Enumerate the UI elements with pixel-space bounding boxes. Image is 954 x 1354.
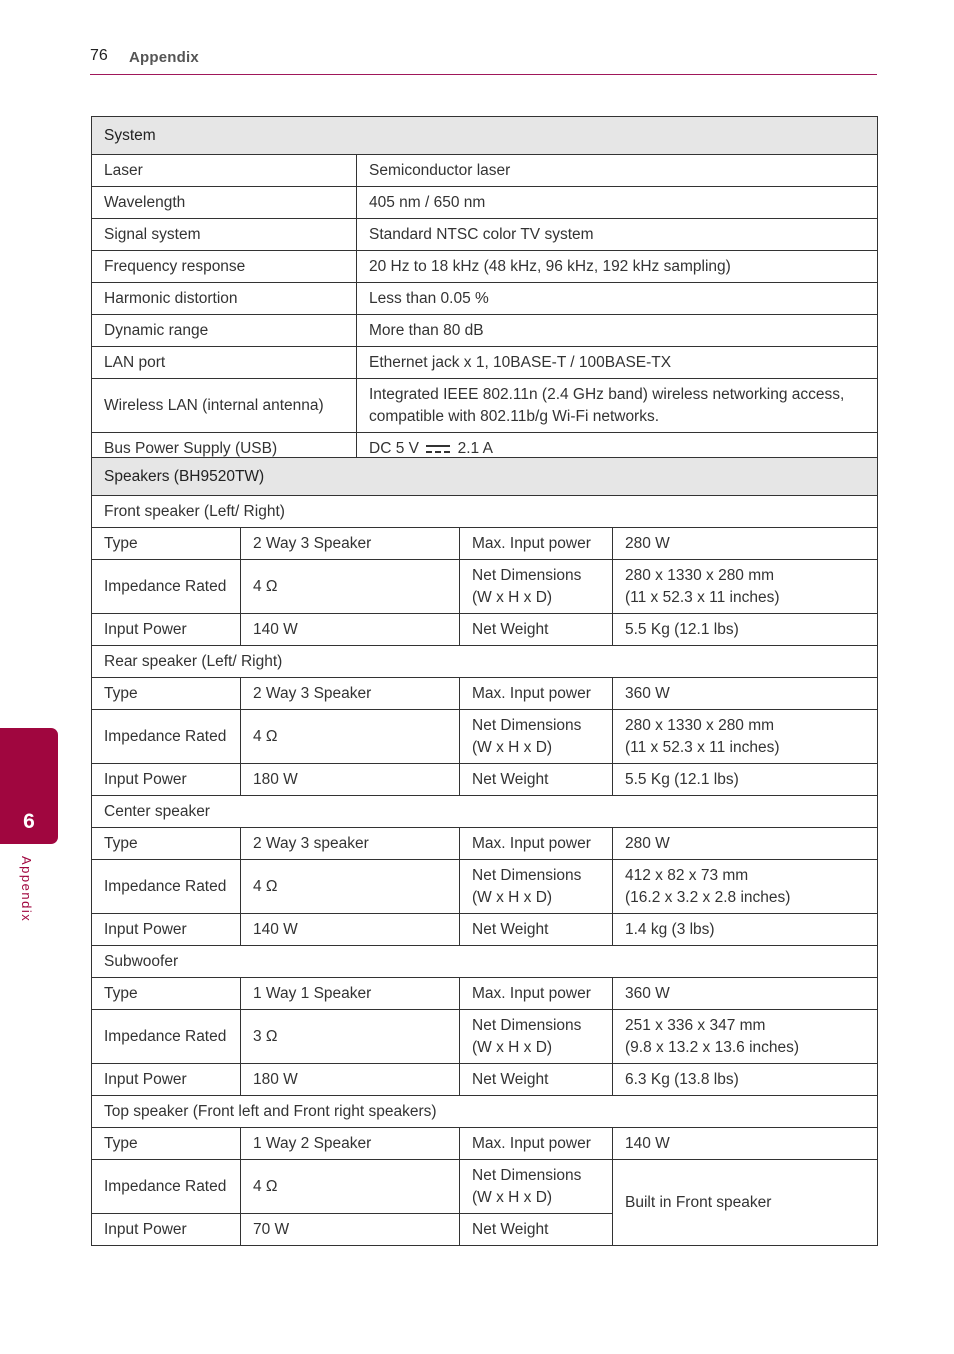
spec-value-suffix: 2.1 A: [457, 440, 493, 457]
dim-label-line: Net Dimensions: [472, 1167, 582, 1184]
spec-label: Input Power: [92, 1064, 241, 1096]
page-number: 76: [90, 47, 108, 64]
speaker-group-title: Subwoofer: [92, 946, 878, 978]
chapter-label: Appendix: [19, 856, 34, 923]
spec-label: Impedance Rated: [92, 1160, 241, 1214]
spec-value: 360 W: [613, 678, 878, 710]
table-row: [92, 614, 878, 646]
spec-value: Ethernet jack x 1, 10BASE-T / 100BASE-TX: [357, 347, 878, 379]
spec-label: Input Power: [92, 1214, 241, 1246]
spec-label: Net Weight: [460, 1064, 613, 1096]
spec-label: [460, 1010, 613, 1064]
system-spec-table: [91, 116, 878, 465]
spec-label: Signal system: [92, 219, 357, 251]
spec-value: 4 Ω: [241, 710, 460, 764]
group-row: [92, 496, 878, 528]
spec-value: 140 W: [613, 1128, 878, 1160]
table-row: [92, 251, 878, 283]
spec-value: 3 Ω: [241, 1010, 460, 1064]
spec-value: 2 Way 3 Speaker: [241, 678, 460, 710]
table-row: [92, 678, 878, 710]
spec-label: Net Weight: [460, 764, 613, 796]
dim-label-line: Net Dimensions: [472, 1017, 582, 1034]
spec-label: [460, 860, 613, 914]
group-row: [92, 796, 878, 828]
table-row: [92, 764, 878, 796]
dim-label-line: Net Dimensions: [472, 717, 582, 734]
spec-value: 20 Hz to 18 kHz (48 kHz, 96 kHz, 192 kHz sampling): [357, 251, 878, 283]
dim-value-line: (11 x 52.3 x 11 inches): [625, 739, 780, 756]
spec-value: 4 Ω: [241, 560, 460, 614]
table-row: [92, 528, 878, 560]
table-row: [92, 283, 878, 315]
spec-value: 4 Ω: [241, 1160, 460, 1214]
spec-value: 6.3 Kg (13.8 lbs): [613, 1064, 878, 1096]
group-row: [92, 1096, 878, 1128]
table-row: [92, 155, 878, 187]
dim-value-line: 280 x 1330 x 280 mm: [625, 567, 775, 584]
spec-label: Dynamic range: [92, 315, 357, 347]
spec-value: Less than 0.05 %: [357, 283, 878, 315]
dim-value-line: (9.8 x 13.2 x 13.6 inches): [625, 1039, 800, 1056]
spec-label: Impedance Rated: [92, 860, 241, 914]
dim-label-line: (W x H x D): [472, 1039, 553, 1056]
table-row: [92, 860, 878, 914]
spec-label: Net Weight: [460, 614, 613, 646]
group-row: [92, 646, 878, 678]
spec-value: [613, 1010, 878, 1064]
spec-value: [613, 710, 878, 764]
spec-label: [460, 560, 613, 614]
table-row: [92, 560, 878, 614]
spec-value: More than 80 dB: [357, 315, 878, 347]
spec-value: 4 Ω: [241, 860, 460, 914]
spec-label: [460, 710, 613, 764]
spec-label: Max. Input power: [460, 978, 613, 1010]
spec-label: LAN port: [92, 347, 357, 379]
table-row: [92, 1128, 878, 1160]
spec-value: Integrated IEEE 802.11n (2.4 GHz band) wireless networking access, compatible with 802.11b/g Wi-Fi networks.: [357, 379, 878, 433]
spec-label: Type: [92, 528, 241, 560]
speaker-group-title: Top speaker (Front left and Front right speakers): [92, 1096, 878, 1128]
dim-label-line: (W x H x D): [472, 589, 553, 606]
table-title: System: [92, 117, 878, 155]
spec-label: Input Power: [92, 614, 241, 646]
spec-label: Type: [92, 1128, 241, 1160]
spec-value: Semiconductor laser: [357, 155, 878, 187]
table-row: [92, 315, 878, 347]
dim-label-line: (W x H x D): [472, 1189, 553, 1206]
spec-value: [613, 860, 878, 914]
dim-label-line: (W x H x D): [472, 889, 553, 906]
spec-label: Type: [92, 828, 241, 860]
spec-value: 280 W: [613, 528, 878, 560]
dim-value-line: 412 x 82 x 73 mm: [625, 867, 749, 884]
spec-label: Net Weight: [460, 914, 613, 946]
dim-value-line: 280 x 1330 x 280 mm: [625, 717, 775, 734]
speakers-spec-table: [91, 457, 878, 1246]
spec-label: Net Weight: [460, 1214, 613, 1246]
spec-value: 180 W: [241, 1064, 460, 1096]
spec-label: Max. Input power: [460, 678, 613, 710]
spec-value-prefix: DC 5 V: [369, 440, 419, 457]
group-row: [92, 946, 878, 978]
speaker-group-title: Front speaker (Left/ Right): [92, 496, 878, 528]
spec-value: 5.5 Kg (12.1 lbs): [613, 764, 878, 796]
spec-label: Max. Input power: [460, 528, 613, 560]
spec-label: Bus Power Supply (USB): [92, 433, 357, 465]
dim-value-line: 251 x 336 x 347 mm: [625, 1017, 766, 1034]
table-row: [92, 379, 878, 433]
table-row: [92, 347, 878, 379]
spec-value: 5.5 Kg (12.1 lbs): [613, 614, 878, 646]
spec-value: 1.4 kg (3 lbs): [613, 914, 878, 946]
spec-value: 2 Way 3 Speaker: [241, 528, 460, 560]
spec-label: Impedance Rated: [92, 710, 241, 764]
spec-value: 70 W: [241, 1214, 460, 1246]
table-header-row: [92, 458, 878, 496]
spec-value: Standard NTSC color TV system: [357, 219, 878, 251]
spec-label: Frequency response: [92, 251, 357, 283]
spec-label: [460, 1160, 613, 1214]
table-row: [92, 828, 878, 860]
table-row: [92, 1010, 878, 1064]
header-divider: [90, 74, 877, 75]
spec-label: Max. Input power: [460, 828, 613, 860]
dim-label-line: Net Dimensions: [472, 867, 582, 884]
spec-value: 180 W: [241, 764, 460, 796]
spec-label: Input Power: [92, 914, 241, 946]
spec-value: 1 Way 1 Speaker: [241, 978, 460, 1010]
spec-label: Input Power: [92, 764, 241, 796]
table-header-row: [92, 117, 878, 155]
dim-label-line: (W x H x D): [472, 739, 553, 756]
spec-label: Wavelength: [92, 187, 357, 219]
spec-label: Wireless LAN (internal antenna): [92, 379, 357, 433]
spec-label: Impedance Rated: [92, 1010, 241, 1064]
spec-value: 140 W: [241, 914, 460, 946]
spec-label: Laser: [92, 155, 357, 187]
spec-value: 360 W: [613, 978, 878, 1010]
spec-label: Max. Input power: [460, 1128, 613, 1160]
speaker-group-title: Rear speaker (Left/ Right): [92, 646, 878, 678]
section-title: Appendix: [129, 49, 199, 66]
dim-value-line: (11 x 52.3 x 11 inches): [625, 589, 780, 606]
table-row: [92, 1160, 878, 1214]
table-row: [92, 187, 878, 219]
table-row: [92, 1064, 878, 1096]
table-title: Speakers (BH9520TW): [92, 458, 878, 496]
table-row: [92, 978, 878, 1010]
spec-value: 405 nm / 650 nm: [357, 187, 878, 219]
table-row: [92, 710, 878, 764]
table-row: [92, 219, 878, 251]
chapter-number: 6: [23, 810, 35, 833]
spec-value: 280 W: [613, 828, 878, 860]
spec-value: 2 Way 3 speaker: [241, 828, 460, 860]
speaker-group-title: Center speaker: [92, 796, 878, 828]
dim-value-line: (16.2 x 3.2 x 2.8 inches): [625, 889, 791, 906]
dc-current-icon: [425, 443, 451, 455]
spec-label: Type: [92, 678, 241, 710]
table-row: [92, 914, 878, 946]
spec-value: Built in Front speaker: [613, 1160, 878, 1246]
spec-label: Impedance Rated: [92, 560, 241, 614]
spec-label: Type: [92, 978, 241, 1010]
dim-label-line: Net Dimensions: [472, 567, 582, 584]
spec-value: 140 W: [241, 614, 460, 646]
spec-label: Harmonic distortion: [92, 283, 357, 315]
spec-value: [613, 560, 878, 614]
spec-value: 1 Way 2 Speaker: [241, 1128, 460, 1160]
